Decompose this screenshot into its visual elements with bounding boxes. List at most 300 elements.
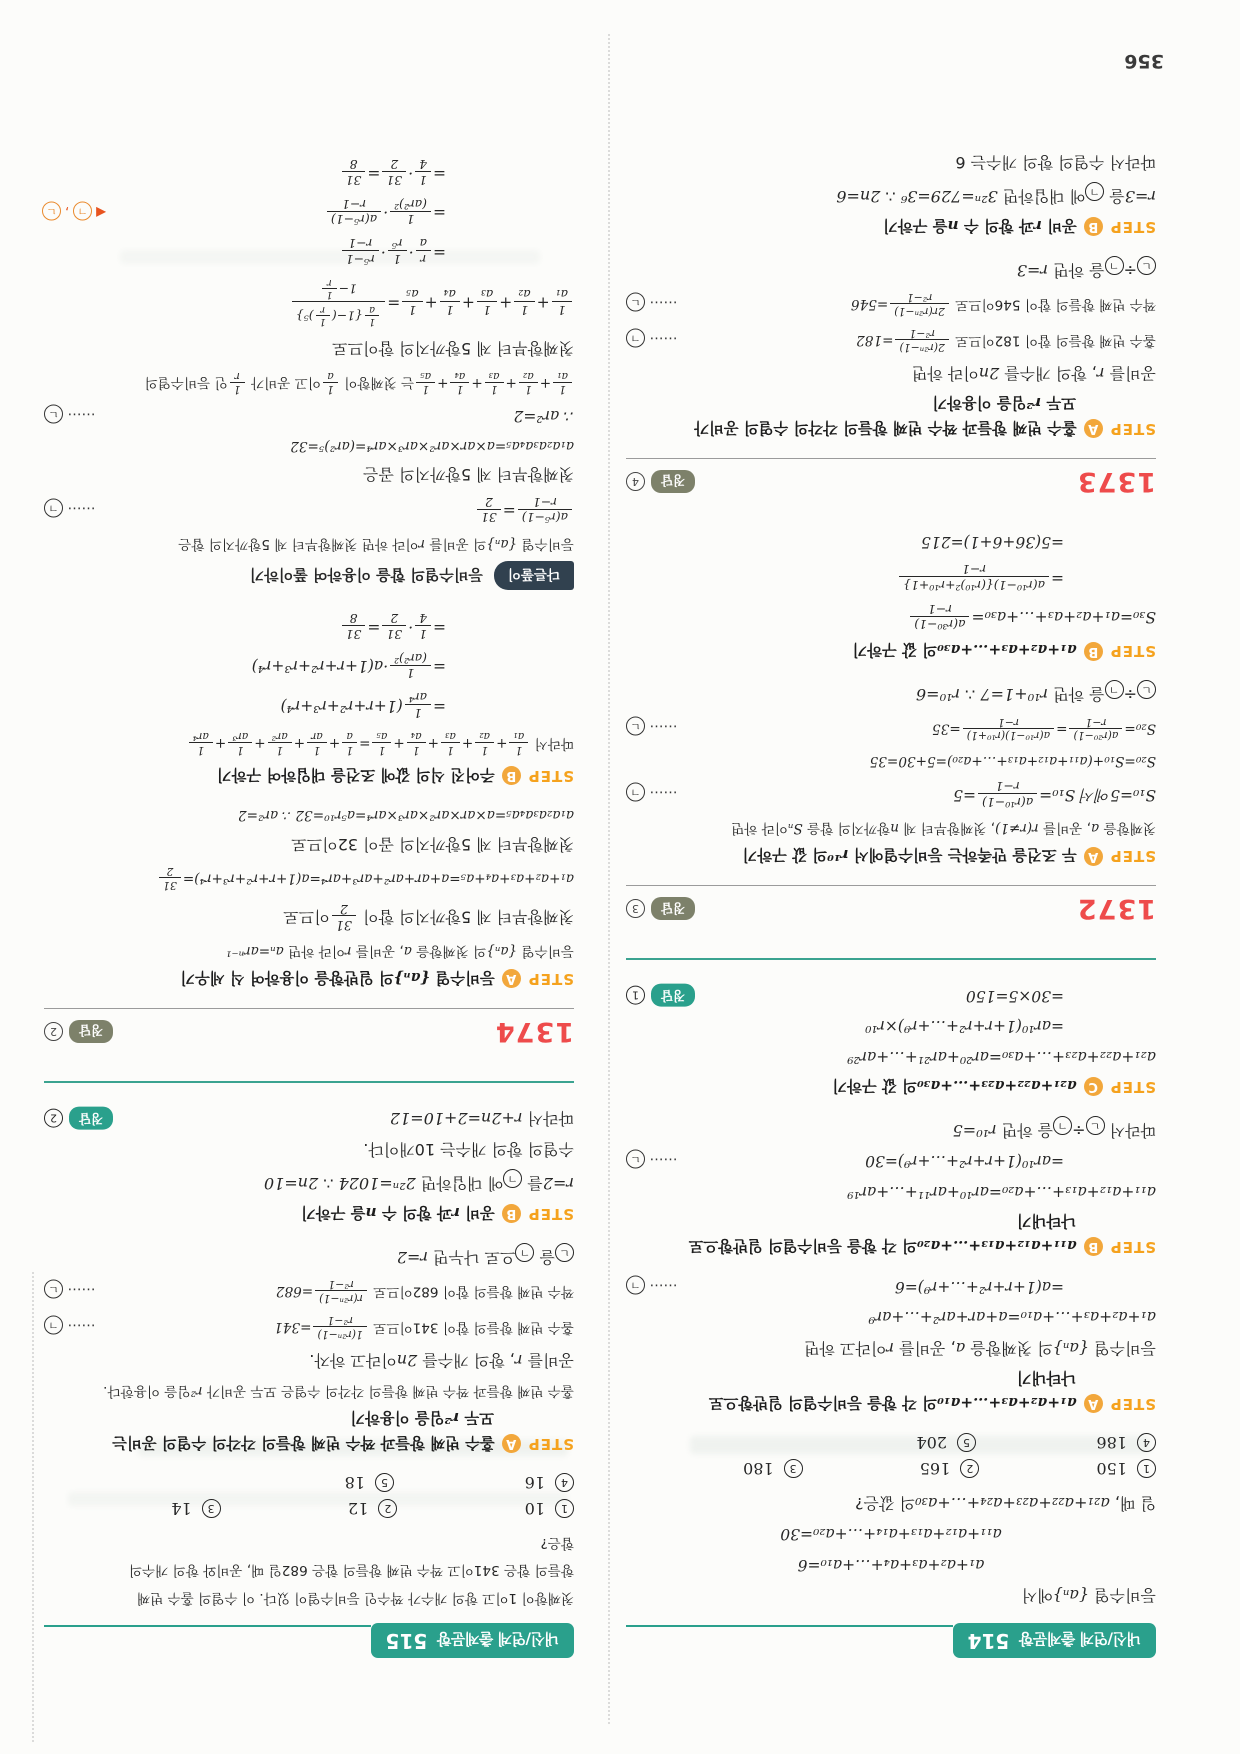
inline-math: r² (1026, 393, 1042, 412)
inline-math: n (890, 820, 899, 837)
badge-number: 514 (967, 1629, 1010, 1653)
inline-math: a₂₁+a₂₂+a₂₃+…+a₃₀ (916, 1076, 1077, 1095)
formula-line: = 1 ar⁴ (1+r+r²+r³+r⁴) (280, 690, 446, 721)
choice-3 (44, 1499, 221, 1518)
text-line: 짝수 번째 항들의 합이 546이므로 2r(r²ⁿ−1) r²−1 =546 …… ㄴ (626, 290, 1156, 318)
fraction: 1 a (365, 303, 379, 327)
fraction: 1 ar³ (228, 730, 252, 756)
fraction: 31 2 (159, 865, 181, 891)
fraction: 1 ar⁴ (189, 730, 213, 756)
inline-math: {aₙ} (486, 536, 518, 553)
step-label: STEP (1109, 1394, 1156, 1413)
inline-math: {aₙ} (393, 968, 431, 987)
circled-ㄴ: ㄴ (44, 1280, 63, 1299)
inline-math: {aₙ} (1052, 1586, 1090, 1605)
fraction: 31 2 (332, 901, 356, 931)
inline-math: n (947, 216, 959, 235)
answer-pill: 정답 (69, 1020, 113, 1043)
fraction: 1 (ar²)² (390, 197, 431, 227)
step-letter-icon: A (502, 969, 521, 988)
text-line: ㄴ을 ㄱ으로 나누면 r=2 (44, 1243, 574, 1269)
choice-value: 150 (1096, 1458, 1127, 1478)
text-line: 홀수 번째 항들과 짝수 번째 항들의 각각의 수열은 모두 공비가 r²임을 이용한다. (103, 1382, 574, 1399)
circled-ㄴ: ㄴ (1086, 1116, 1105, 1135)
step-label: STEP (1109, 1237, 1156, 1256)
step-letter-icon: B (502, 766, 521, 785)
text-line: 첫째항부터 제 5항까지의 합이므로 (332, 339, 574, 359)
step-label: STEP (1109, 217, 1156, 236)
circled-3: 3 (784, 1459, 803, 1478)
page-number: 356 (1124, 50, 1164, 72)
step-title: 홀수 번째 항들과 짝수 번째 항들의 각각의 수열의 공비가 (694, 418, 1077, 437)
inline-math: r=2 (542, 1174, 574, 1193)
step-title-line2: 나타내기 (1016, 1211, 1076, 1230)
text-line: 첫째항부터 제 5항까지의 합이 31 2 이므로 (283, 901, 574, 932)
circled-ㄴ: ㄴ (626, 717, 645, 736)
solution-step-C (626, 1076, 1156, 1098)
step-title: 주어진 식의 값에 조건을 대입하여 구하기 (216, 765, 495, 784)
text-line: 홀수 번째 항들의 합이 182이므로 2(r²ⁿ−1) r²−1 =182 …… ㄱ (626, 326, 1156, 354)
choice-value: 16 (524, 1472, 545, 1492)
circled-2: 2 (960, 1459, 979, 1478)
formula-line: = 1 4 · 31 2 = 31 8 (44, 156, 574, 188)
circled-4: 4 (555, 1473, 574, 1492)
text-line: 홀수 번째 항들의 합이 341이므로 1(r²ⁿ−1) r²−1 =341 …… ㄱ (44, 1313, 574, 1341)
text-line: 첫째항을 a, 공비를 r(r≠1), 첫째항부터 제 n항까지의 합을 Sₙ이라 하면 (731, 820, 1156, 837)
circled-ㄱ: ㄱ (626, 782, 645, 801)
solution-step-B (626, 640, 1156, 662)
text-line: 공비를 r, 항의 개수를 2n이라 하면 (911, 363, 1156, 383)
heading-rule (626, 885, 1156, 886)
text-line: 일 때, a₂₁+a₂₂+a₂₃+a₂₄+…+a₃₀의 값은? (855, 1493, 1156, 1513)
section-divider (44, 1081, 574, 1083)
circled-3: 3 (626, 899, 645, 918)
text-line: 따라서 수열의 항의 개수는 6 (955, 152, 1156, 172)
circled-4: 4 (626, 472, 645, 491)
inline-math: {aₙ} (486, 942, 518, 959)
choice-value: 14 (171, 1498, 192, 1518)
circled-ㄱ: ㄱ (1053, 1116, 1072, 1135)
inline-math: r=2 (396, 1248, 428, 1267)
inline-math: r² (444, 1408, 460, 1427)
inline-math: r (886, 1338, 895, 1358)
badge-underline (44, 1625, 371, 1627)
choice-value: 18 (344, 1472, 365, 1492)
fraction: 1 a₄ (407, 730, 426, 756)
step-title-line2: 나타내기 (1016, 1368, 1076, 1387)
solution-step-B (44, 765, 574, 787)
formula-line: S₂₀=S₁₀+(a₁₁+a₁₂+a₁₃+…+a₂₀)=5+30=35 (869, 752, 1156, 769)
formula-line: =a(1+r+r²+…+r⁹)=6 …… ㄱ (626, 1276, 1156, 1298)
fraction: 1 a₁ (509, 730, 528, 756)
text-line: 첫째항이 1이고 항의 개수가 짝수인 등비수열이 있다. 이 수열의 홀수 번째 (137, 1590, 574, 1606)
inline-math: r¹⁰=6 (915, 685, 961, 705)
step-letter-icon: A (1084, 419, 1103, 438)
fraction: 1 a₄ (450, 369, 469, 395)
fraction: 1 a₄ (440, 287, 460, 317)
text-line: 등비수열 {aₙ}의 첫째항을 a, 공비를 r이라고 하면 (804, 1338, 1156, 1358)
circled-1: 1 (1137, 1459, 1156, 1478)
fraction: r a (416, 236, 431, 266)
heading-rule (626, 458, 1156, 459)
fraction: 1 a₃ (485, 369, 504, 395)
text-line: 항들의 합은 341이고 짝수 번째 항들의 합은 682일 때, 공비와 항의 개수의 (128, 1562, 574, 1579)
circled-ㄱ: ㄱ (1105, 680, 1124, 699)
inline-math: a (1091, 820, 1100, 837)
text-line: 첫째항부터 제 5항까지의 곱은 (363, 464, 574, 484)
circled-ㄱ: ㄱ (626, 1275, 645, 1294)
formula-line: = 1 (ar²)² ·a(1+r+r²+r³+r⁴) (251, 650, 446, 682)
step-label: STEP (527, 766, 574, 785)
fraction: 31 8 (342, 157, 366, 187)
step-title: 공비 r과 항의 수 n을 구하기 (883, 216, 1077, 235)
formula-line: a₁+a₂+a₃+a₄+…+a₁₀=6 (797, 1555, 985, 1574)
text-line: ㄴ÷ㄱ을 하면 r=3 (626, 256, 1156, 282)
alt-solution-badge: 다른풀이 (494, 561, 574, 590)
fraction: a(r¹⁰−1){(r¹⁰)²+r¹⁰+1} r−1 (899, 562, 1049, 592)
solution-step-A (44, 968, 574, 990)
solution-step-B (626, 1211, 1156, 1258)
inline-math: 2n (978, 363, 1000, 383)
fraction: 1 a₂ (519, 369, 538, 395)
fraction: 1 ar⁴ (405, 690, 431, 720)
circled-4: 4 (1137, 1433, 1156, 1452)
inline-math: r (1096, 363, 1105, 383)
inline-math: r=3 (1124, 186, 1156, 206)
fraction: 1 a₃ (477, 287, 497, 317)
formula-line: a₁+a₂+a₃+a₄+a₅=a+ar+ar²+ar³+ar⁴=a(1+r+r²+r³+r⁴)= 31 2 (44, 864, 574, 892)
formula-line: =5(36+6+1)=215 (921, 533, 1064, 552)
inline-math: 2n=6 (836, 186, 881, 206)
inline-math: 1 a₁ + 1 a₂ + 1 a₃ + 1 a₄ + 1 a₅ = 1 a + 1 ar + 1 ar² + 1 ar³ + 1 ar⁴ (187, 735, 530, 751)
circled-ㄱ: ㄱ (1105, 256, 1124, 275)
problem-1373 (626, 458, 1156, 497)
inline-math: a (955, 1338, 966, 1358)
step-title: 등비수열 {aₙ}의 일반항을 이용하여 식 세우기 (180, 968, 495, 987)
final-answer-badge (44, 1107, 113, 1130)
fraction: 1 r (316, 303, 330, 327)
solution-step-B (44, 1203, 574, 1225)
section-divider (626, 958, 1156, 960)
choice-value: 180 (743, 1458, 774, 1478)
inline-math: r¹⁰=5 (952, 1120, 997, 1140)
formula-line: a₁a₂a₃a₄a₅=a×ar×ar²×ar³×ar⁴=(ar²)⁵=32 (290, 437, 574, 454)
formula-line: = r a · 1 r⁵ · r⁵−1 r−1 (44, 235, 574, 267)
inline-math: n (365, 1204, 377, 1222)
text-line: 따라서 r+2n=2+10=12 정답 2 (44, 1107, 574, 1130)
step-title-line2: 모두 r²임을 이용하기 (350, 1408, 494, 1427)
gutter-dotted-line (608, 34, 610, 1724)
inline-math (228, 369, 247, 397)
circled-ㄴ: ㄴ (44, 404, 63, 423)
formula-line: = 1 (ar²)² · a(r⁵−1) r−1 ◀ ㄱ , ㄴ (44, 196, 574, 228)
fraction: 31 8 (342, 611, 366, 641)
step-letter-icon: C (1084, 1077, 1103, 1096)
formula-line: S₁₀=5에서 S₁₀= a(r¹⁰−1) r−1 =5 …… ㄱ (626, 778, 1156, 810)
inline-math: 2n=10 (263, 1174, 319, 1193)
circled-1: 1 (555, 1499, 574, 1518)
formula-line: a₁₁+a₁₂+a₁₃+a₁₄+…+a₂₀=30 (780, 1525, 1002, 1544)
fraction: a(r⁵−1) r−1 (518, 495, 572, 525)
badge-number: 515 (385, 1629, 428, 1653)
choice-value: 186 (1096, 1432, 1127, 1452)
choice-4 (976, 1433, 1156, 1452)
circled-ㄴ: ㄴ (626, 292, 645, 311)
fraction: 1 a₂ (514, 287, 534, 317)
formula-line: ∴ ar²=2 …… ㄴ (44, 404, 574, 426)
inline-math: r (451, 1204, 460, 1222)
circled-3: 3 (202, 1499, 221, 1518)
inline-math: Sₙ (787, 820, 803, 837)
circled-ㄱ: ㄱ (515, 1243, 534, 1262)
circled-ㄴ: ㄴ (626, 1149, 645, 1168)
fraction: 1 r⁵ (388, 236, 407, 266)
circled-2: 2 (44, 1109, 63, 1128)
inline-math: {aₙ} (1052, 1338, 1090, 1358)
text-line: 짝수 번째 항들의 합이 682이므로 r(r²ⁿ−1) r²−1 =682 …… ㄴ (44, 1277, 574, 1305)
equation-tag: …… ㄴ (626, 717, 677, 740)
formula-line: = 1 4 · 31 2 = 31 8 (44, 610, 574, 642)
exam-problem-badge (953, 1623, 1156, 1658)
circled-ㄴ: ㄴ (555, 1243, 574, 1262)
text-line: 합은? (540, 1534, 574, 1551)
text-line: ㄴ÷ㄱ을 하면 r¹⁰+1=7 ∴ r¹⁰=6 (626, 680, 1156, 706)
exam-problem-badge (371, 1623, 574, 1658)
solution-step-A (44, 1408, 574, 1455)
inline-math (321, 369, 340, 397)
inline-math: a (403, 942, 412, 959)
problem-number: 1372 (1076, 893, 1156, 925)
right-column (44, 148, 574, 1658)
fraction: 31 2 (477, 495, 501, 525)
fraction: 1(r²ⁿ−1) r²−1 (313, 1314, 366, 1340)
fraction: 1 a₁ (552, 287, 572, 317)
circled-ㄱ: ㄱ (44, 1316, 63, 1335)
equation-tag: …… ㄴ (44, 1280, 95, 1303)
step-letter-icon: B (1084, 1237, 1103, 1256)
fraction: 1 ar (307, 730, 327, 756)
text-line: 첫째항부터 제 5항까지의 곱이 32이므로 (291, 834, 574, 854)
inline-math: aₙ=arⁿ⁻¹ (226, 942, 284, 959)
fraction: r(r²ⁿ−1) r²−1 (315, 1278, 367, 1304)
equation-tag: …… ㄱ (626, 1275, 677, 1298)
formula-line: a(r⁵−1) r−1 = 31 2 …… ㄱ (44, 494, 574, 526)
formula-line: S₃₀=a₁+a₂+a₃+…+a₃₀= a(r³⁰−1) r−1 (626, 601, 1156, 633)
inline-math: r² (190, 1382, 203, 1399)
fraction: 2r(r²ⁿ−1) r²−1 (890, 291, 949, 317)
answer-pill: 정답 (651, 984, 695, 1007)
inline-math: a₂₁+a₂₂+a₂₃+a₂₄+…+a₃₀ (914, 1493, 1110, 1513)
text-line: 1 a₁ + 1 a₂ + 1 a₃ + 1 a₄ + 1 a₅ 는 첫째항이 1 a 이고 공비가 1 r 인 등비수열의 (44, 368, 574, 396)
text-line: 공비를 r, 항의 개수를 2n이라고 하자. (309, 1351, 574, 1371)
step-label: STEP (527, 1205, 574, 1223)
text-line: r=3을 ㄱ에 대입하면 3²ⁿ=729=3⁶ ∴ 2n=6 (626, 182, 1156, 208)
equation-tag: …… ㄱ (626, 328, 677, 351)
step-title: a₁+a₂+a₃+…+a₁₀의 각 항을 등비수열의 일반항으로 (708, 1393, 1077, 1412)
answer-badge (626, 470, 695, 493)
fraction: 1 4 (415, 157, 431, 187)
formula-line: =30×5=150 정답 1 (626, 984, 1156, 1006)
text-line: r=2를 ㄱ에 대입하면 2²ⁿ=1024 ∴ 2n=10 (44, 1169, 574, 1195)
equation-tag: …… ㄴ (626, 1149, 677, 1172)
equation-tag: …… ㄱ (44, 1316, 95, 1339)
formula-line: 1 a₁ + 1 a₂ + 1 a₃ + 1 a₄ + 1 a₅ = 1 a {1−( 1 r )⁵} 1− 1 r (44, 275, 574, 330)
step-label: STEP (1109, 419, 1156, 438)
fraction: 2(r²ⁿ−1) r²−1 (895, 327, 948, 353)
step-title-line2: 모두 r²임을 이용하기 (932, 393, 1076, 412)
answer-choices (626, 1433, 1156, 1478)
exam-problem-header (626, 1623, 1156, 1658)
choice-1 (979, 1459, 1156, 1478)
equation-tag: …… ㄴ (44, 404, 95, 427)
step-label: STEP (527, 969, 574, 988)
answer-pill: 정답 (651, 470, 695, 493)
choice-2 (803, 1459, 980, 1478)
exam-problem-header (44, 1623, 574, 1658)
step-letter-icon: A (502, 1434, 521, 1453)
badge-label: 내신/연계 출제문항 (437, 1630, 559, 1648)
inline-math: r=3 (1016, 260, 1049, 280)
fraction: 1 a (342, 730, 357, 756)
answer-choices (44, 1473, 574, 1518)
inline-math (330, 901, 358, 932)
choice-4 (394, 1473, 574, 1492)
inline-math: a₁+a₂+a₃+…+a₁₀ (937, 1393, 1077, 1412)
fraction: 1 a₃ (441, 730, 460, 756)
inline-math: 3²ⁿ=729=3⁶ (900, 186, 998, 206)
fraction: 1 a₂ (475, 730, 494, 756)
inline-math: r(r²ⁿ−1) r²−1 =682 (276, 1284, 369, 1300)
choice-5 (214, 1473, 394, 1492)
circled-ㄴ: ㄴ (1137, 256, 1156, 275)
formula-line: a₂₁+a₂₂+a₂₃+…+a₃₀=ar²⁰+ar²¹+…+ar²⁹ (847, 1047, 1156, 1066)
fraction: 1 r (230, 369, 245, 395)
choices-row (626, 1459, 1156, 1478)
fraction: 1 a₅ (402, 287, 422, 317)
fraction: 1 4 (415, 611, 431, 641)
fraction: 1 a₁ (553, 369, 572, 395)
formula-line: S₂₀= a(r²⁰−1) r−1 = a(r¹⁰−1)(r¹⁰+1) r−1 =35 …… ㄴ (626, 714, 1156, 742)
circled-2: 2 (378, 1499, 397, 1518)
answer-badge (44, 1020, 113, 1043)
step-letter-icon: A (1084, 847, 1103, 866)
inline-math: r(r≠1) (995, 820, 1039, 837)
inline-math: 1 a₁ + 1 a₂ + 1 a₃ + 1 a₄ + 1 a₅ (414, 375, 574, 391)
choice-value: 10 (524, 1498, 545, 1518)
alternative-solution-header (44, 561, 574, 590)
equation-tag: …… ㄱ (626, 782, 677, 805)
solution-step-A (626, 1368, 1156, 1415)
choices-row (44, 1499, 574, 1518)
fraction: 31 2 (382, 157, 406, 187)
formula-line: =ar¹⁰(1+r+r²+…+r⁹)×r¹⁰ (865, 1017, 1064, 1036)
choice-value: 12 (347, 1498, 369, 1518)
circled-ㄱ: ㄱ (1085, 182, 1104, 201)
inline-math: a₁+a₂+a₃+…+a₃₀ (937, 641, 1077, 660)
answer-pill: 정답 (69, 1107, 113, 1130)
left-column (626, 142, 1156, 1658)
choice-3 (626, 1459, 803, 1478)
fraction: 1 (ar²)² (390, 651, 431, 681)
edge-dotted-line (32, 1272, 34, 1742)
final-answer-badge (626, 984, 695, 1007)
problem-number: 1373 (1076, 465, 1156, 497)
fraction: 1 a₅ (416, 369, 435, 395)
fraction: 1 a (323, 369, 338, 395)
circled-ㄴ: ㄴ (1137, 680, 1156, 699)
text-line: 따라서 ㄴ÷ㄱ을 하면 r¹⁰=5 (626, 1116, 1156, 1142)
choice-1 (397, 1499, 574, 1518)
circled-5: 5 (957, 1433, 976, 1452)
step-title: a₂₁+a₂₂+a₂₃+…+a₃₀의 값 구하기 (832, 1076, 1077, 1095)
fraction: 1 ar² (268, 730, 292, 756)
choice-value: 165 (919, 1458, 951, 1478)
inline-math: r+2n=2+10=12 (389, 1108, 523, 1128)
text-line: 등비수열 {aₙ}의 첫째항을 a, 공비를 r이라 하면 aₙ=arⁿ⁻¹ (226, 942, 574, 959)
inline-math: r (514, 1351, 523, 1371)
equation-tag: …… ㄴ (626, 292, 677, 315)
step-letter-icon: B (1084, 642, 1103, 661)
step-title: 두 조건을 만족하는 등비수열에서 r¹⁰의 값 구하기 (742, 846, 1077, 865)
inline-math: r (418, 536, 426, 553)
text-line: 수열의 항의 개수는 10개이다. (363, 1140, 574, 1159)
circled-ㄱ: ㄱ (503, 1169, 522, 1188)
inline-math: r¹⁰+1=7 (980, 685, 1049, 705)
circled-2: 2 (44, 1022, 63, 1041)
solution-step-A (626, 393, 1156, 440)
badge-underline (626, 1625, 953, 1627)
fraction: a(r¹⁰−1) r−1 (978, 779, 1037, 809)
choices-row (44, 1473, 574, 1492)
formula-line: a₁+a₂+a₃+…+a₁₀=a+ar+ar²+…+ar⁹ (868, 1308, 1156, 1327)
step-label: STEP (1109, 642, 1156, 661)
inline-math: a₁₁+a₁₂+a₁₃+…+a₂₀ (916, 1236, 1077, 1255)
inline-math: 2(r²ⁿ−1) r²−1 =182 (856, 332, 951, 348)
inline-math: r¹⁰ (827, 846, 849, 865)
inline-math: r (1033, 216, 1042, 235)
fraction: a(r¹⁰−1)(r¹⁰+1) r−1 (963, 715, 1054, 741)
step-title: 홀수 번째 항들과 짝수 번째 항들의 각각의 수열의 공비는 (112, 1433, 495, 1452)
alt-solution-title: 등비수열의 합을 이용하여 풀이하기 (249, 566, 483, 585)
fraction: a(r²⁰−1) r−1 (1069, 715, 1122, 741)
text-line: 등비수열 {aₙ}의 공비를 r이라 하면 첫째항부터 제 5항까지의 합은 (178, 536, 574, 553)
text-line: 등비수열 {aₙ}에서 (1021, 1586, 1156, 1605)
answer-badge (626, 897, 695, 920)
step-letter-icon: B (502, 1205, 521, 1224)
step-title: a₁₁+a₁₂+a₁₃+…+a₂₀의 각 항을 등비수열의 일반항으로 (688, 1236, 1077, 1255)
formula-line: = a(r¹⁰−1){(r¹⁰)²+r¹⁰+1} r−1 (626, 561, 1156, 593)
formula-line: =ar¹⁰(1+r+r²+…+r⁹)=30 …… ㄴ (626, 1150, 1156, 1172)
inline-math: 2²ⁿ=1024 (338, 1174, 416, 1193)
circled-ㄱ: ㄱ (44, 498, 63, 517)
answer-pill: 정답 (651, 897, 695, 920)
solution-step-A (626, 845, 1156, 867)
fraction: a(r⁵−1) r−1 (327, 197, 381, 227)
choice-2 (221, 1499, 398, 1518)
choices-row (626, 1433, 1156, 1452)
inline-math: 2r(r²ⁿ−1) r²−1 =546 (851, 296, 951, 312)
fraction: 31 2 (382, 611, 406, 641)
text-line: 따라서 1 a₁ + 1 a₂ + 1 a₃ + 1 a₄ + 1 a₅ = 1 a + 1 ar + 1 ar² + 1 ar³ + 1 ar⁴ (44, 729, 574, 757)
heading-rule (44, 1008, 574, 1009)
solution-step-B (626, 216, 1156, 238)
circled-1: 1 (626, 986, 645, 1005)
step-label: STEP (527, 1434, 574, 1453)
choice-value: 204 (916, 1432, 947, 1452)
inline-math: 1(r²ⁿ−1) r²−1 =341 (274, 1320, 369, 1336)
formula-line: a₁a₂a₃a₄a₅=a×ar×ar²×ar³×ar⁴=a⁵r¹⁰=32 ∴ ar²=2 (238, 807, 574, 824)
fraction: 1 a₅ (373, 730, 392, 756)
